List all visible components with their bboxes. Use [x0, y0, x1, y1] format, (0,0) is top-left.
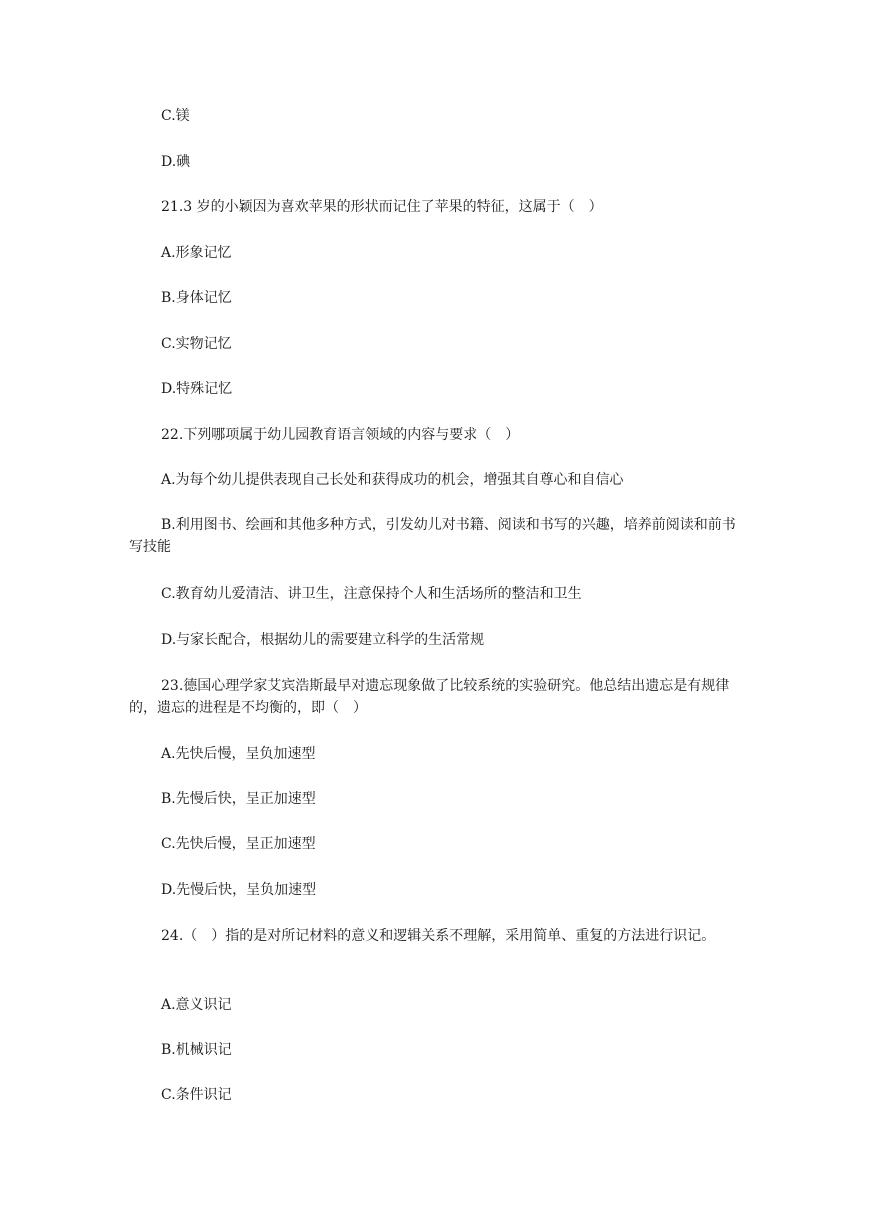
question-21-option-a: A.形象记忆 [161, 245, 232, 261]
question-21-option-d: D.特殊记忆 [161, 381, 233, 397]
question-24-option-c: C.条件识记 [161, 1087, 232, 1103]
option-c-magnesium: C.镁 [161, 108, 190, 124]
question-24-option-a: A.意义识记 [161, 997, 232, 1013]
question-23-option-c: C.先快后慢，呈正加速型 [161, 836, 316, 852]
question-23-option-d: D.先慢后快，呈负加速型 [161, 882, 317, 898]
question-22-option-b: B.利用图书、绘画和其他多种方式，引发幼儿对书籍、阅读和书写的兴趣，培养前阅读和前书写技能 [129, 517, 736, 555]
question-23: 23.德国心理学家艾宾浩斯最早对遗忘现象做了比较系统的实验研究。他总结出遗忘是有规律的，遗忘的进程是不均衡的，即（ ） [129, 678, 730, 716]
question-24-option-b: B.机械识记 [161, 1042, 232, 1058]
question-23-option-a: A.先快后慢，呈负加速型 [161, 746, 316, 762]
question-23-option-b: B.先慢后快，呈正加速型 [161, 791, 316, 807]
question-21: 21.3 岁的小颖因为喜欢苹果的形状而记住了苹果的特征，这属于（ ） [161, 199, 603, 215]
question-22-option-a: A.为每个幼儿提供表现自己长处和获得成功的机会，增强其自尊心和自信心 [161, 472, 624, 488]
question-24: 24.（ ）指的是对所记材料的意义和逻辑关系不理解，采用简单、重复的方法进行识记。 [161, 928, 716, 944]
question-21-option-c: C.实物记忆 [161, 336, 232, 352]
question-22-option-c: C.教育幼儿爱清洁、讲卫生，注意保持个人和生活场所的整洁和卫生 [161, 586, 582, 602]
option-d-iodine: D.碘 [161, 154, 191, 170]
question-21-option-b: B.身体记忆 [161, 290, 232, 306]
question-22-option-d: D.与家长配合，根据幼儿的需要建立科学的生活常规 [161, 632, 485, 648]
question-22: 22.下列哪项属于幼儿园教育语言领域的内容与要求（ ） [161, 427, 520, 443]
